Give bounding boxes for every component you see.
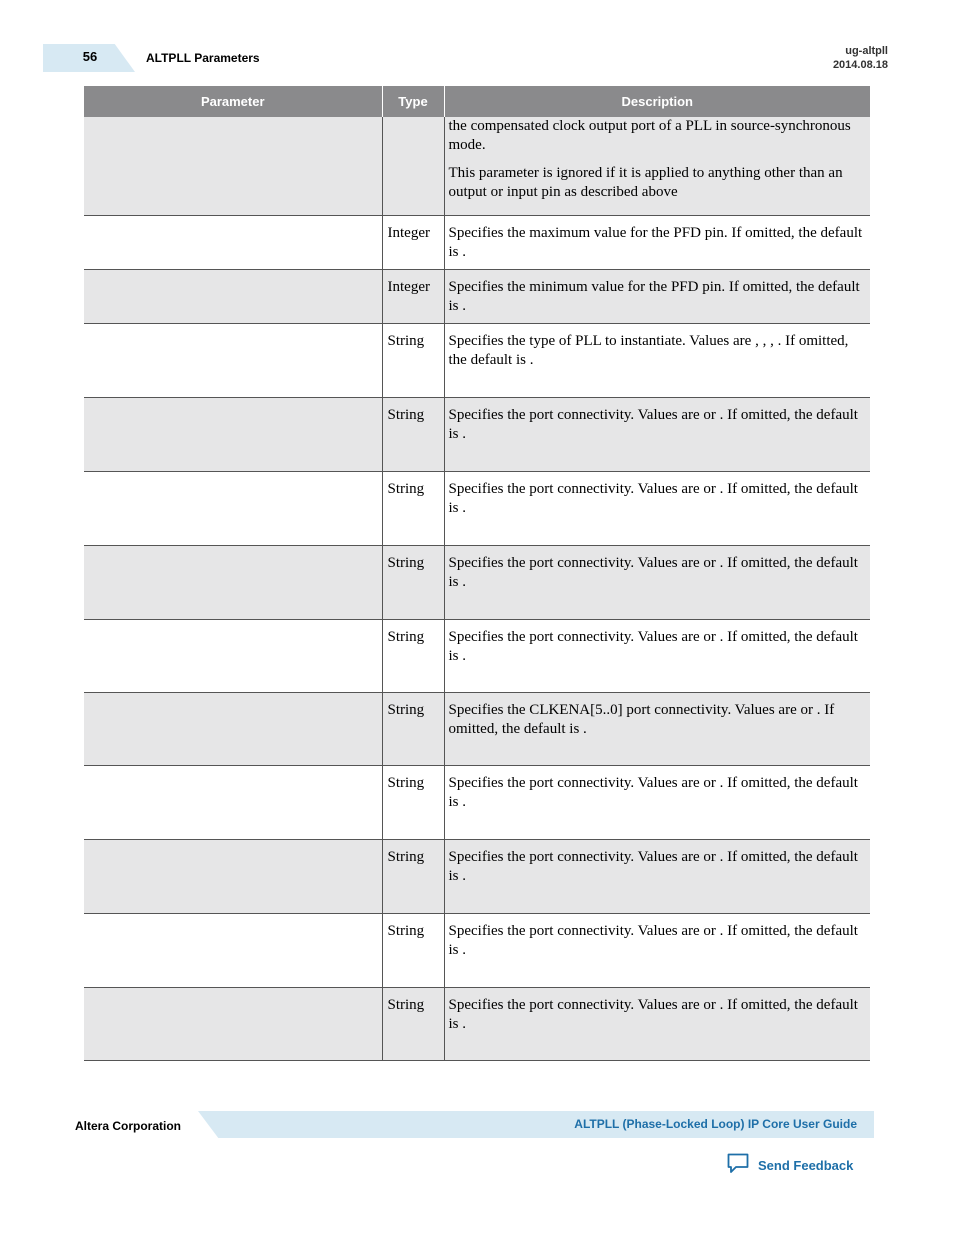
description-text: This parameter is ignored if it is applied to anything other than an output or input pin as described above [448,165,843,200]
description-text: Specifies the minimum value for the PFD pin. If omitted, the default is . [448,278,860,314]
description-cell [444,765,870,839]
description-cell [444,323,870,397]
description-cell [444,117,870,215]
description-cell [444,269,870,323]
param-cell [84,471,382,545]
param-cell [84,913,382,987]
table-row [84,692,870,765]
table-row [84,765,870,839]
param-cell [84,215,382,269]
description-text: Specifies the port connectivity. Values are or . If omitted, the default is . [448,480,858,516]
send-feedback-link[interactable] [726,1153,853,1177]
guide-title-link[interactable]: ALTPLL (Phase-Locked Loop) IP Core User Guide [574,1117,857,1131]
doc-date: 2014.08.18 [832,59,888,71]
parameter-table [84,86,870,1061]
param-cell [84,839,382,913]
doc-id: ug-altpll [845,45,888,57]
type-cell: String [382,692,444,765]
description-cell [444,215,870,269]
description-text: Specifies the port connectivity. Values are or . If omitted, the default is . [448,774,858,810]
type-cell: String [382,545,444,619]
type-cell: String [382,913,444,987]
param-cell [84,765,382,839]
description-cell [444,545,870,619]
send-feedback-label: Send Feedback [758,1157,854,1173]
description-cell [444,619,870,692]
param-cell [84,323,382,397]
column-header-description: Description [444,86,870,117]
description-text: Specifies the port connectivity. Values are or . If omitted, the default is . [448,406,858,442]
param-cell [84,692,382,765]
column-header-type: Type [382,86,444,117]
speech-bubble-icon [726,1152,750,1179]
type-cell: String [382,987,444,1060]
description-cell [444,692,870,765]
type-cell: Integer [382,215,444,269]
table-row [84,987,870,1060]
param-cell [84,117,382,215]
type-cell: String [382,397,444,471]
table-row [84,215,870,269]
description-text: Specifies the type of PLL to instantiate. Values are , , , . If omitted, the default is . [448,332,849,368]
description-text: the compensated clock output port of a PLL in source-synchronous mode. [448,118,851,153]
table-row [84,839,870,913]
description-text: Specifies the port connectivity. Values are or . If omitted, the default is . [448,922,858,958]
param-cell [84,545,382,619]
type-cell: String [382,471,444,545]
type-cell [382,117,444,215]
param-cell [84,987,382,1060]
type-cell: String [382,765,444,839]
description-text: Specifies the port connectivity. Values are or . If omitted, the default is . [448,996,858,1032]
table-header-row [84,86,870,117]
description-text: Specifies the port connectivity. Values are or . If omitted, the default is . [448,848,858,884]
description-cell [444,397,870,471]
description-text: Specifies the maximum value for the PFD pin. If omitted, the default is . [448,224,863,260]
table-row [84,323,870,397]
description-text: Specifies the port connectivity. Values are or . If omitted, the default is . [448,554,858,590]
page-number: 56 [82,49,98,64]
description-cell [444,913,870,987]
param-cell [84,397,382,471]
description-cell [444,987,870,1060]
param-cell [84,269,382,323]
doc-info [833,44,888,72]
param-cell [84,619,382,692]
section-title: ALTPLL Parameters [146,51,260,65]
type-cell: String [382,619,444,692]
description-cell [444,839,870,913]
description-text: Specifies the CLKENA[5..0] port connectivity. Values are or . If omitted, the default is . [448,701,835,737]
type-cell: String [382,323,444,397]
table-row [84,471,870,545]
column-header-parameter: Parameter [84,86,382,117]
table-row [84,619,870,692]
table-row [84,117,870,215]
description-cell [444,471,870,545]
table-row [84,545,870,619]
type-cell: Integer [382,269,444,323]
table-row [84,397,870,471]
table-row [84,913,870,987]
table-row [84,269,870,323]
type-cell: String [382,839,444,913]
description-text: Specifies the port connectivity. Values are or . If omitted, the default is . [448,628,858,664]
company-name: Altera Corporation [75,1119,182,1133]
